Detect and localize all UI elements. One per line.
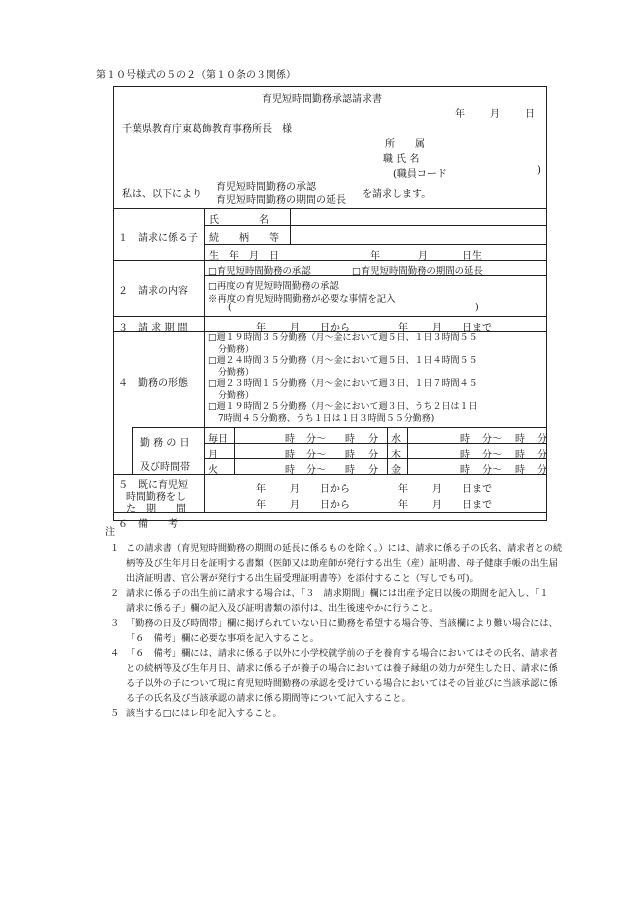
checkbox-extension[interactable]: □育児短時間勤務の期間の延長 xyxy=(352,266,483,277)
note-text: 該当する□にはレ印を記入すること。 xyxy=(126,708,282,719)
staff-code-label: (職員コード xyxy=(393,169,447,180)
schedule-day-left: 火 xyxy=(208,465,218,476)
prev-period-month: 月 xyxy=(290,484,300,495)
prev-period-year: 年 xyxy=(256,484,266,495)
time-min: 分 xyxy=(368,465,378,476)
schedule-day-left: 毎日 xyxy=(208,434,228,445)
section6-label: ６ 備 考 xyxy=(118,519,178,530)
divider xyxy=(132,427,547,428)
work-option-3[interactable]: □週２３時間１５分勤務（月～金において週３日、１日７時間４５ 分勤務） xyxy=(208,379,478,401)
prev-period-year: 年 xyxy=(398,500,408,511)
reason-paren-close: ) xyxy=(475,302,479,313)
note-text: 「６ 備考」欄には、請求に係る子以外に小学校就学前の子を養育する場合においてはその氏名、請求者との続柄等及び生年月日、請求に係る子が養子の場合においては養子縁組の効力が発生した日、請求に係る子以外の子について現に育児短時間勤務の承認を受けている場合においてはその旨並びに当該承認に係る子の氏名及び当該承認の請求に係る期間等について記入すること。 xyxy=(126,648,558,704)
note-item xyxy=(104,586,564,616)
note-item xyxy=(104,706,564,721)
note-item xyxy=(104,616,564,646)
time-min: 分～ xyxy=(306,465,326,476)
divider xyxy=(113,316,547,317)
child-relation-label: 続 柄 等 xyxy=(209,233,279,244)
divider xyxy=(234,427,235,474)
time-hour: 時 xyxy=(345,450,355,461)
schedule-day-right: 水 xyxy=(391,434,401,445)
prev-period-year: 年 xyxy=(398,484,408,495)
birth-day-label: 日生 xyxy=(462,251,482,262)
time-min: 分～ xyxy=(482,450,502,461)
reason-note: ※再度の育児短時間勤務が必要な事情を記入 xyxy=(208,294,396,305)
note-text: この請求書（育児短時間勤務の期間の延長に係るものを除く。）には、請求に係る子の氏名、請求者との続柄等及び生年月日を証明する書類（医師又は助産師が発行する出生（産）証明書、母子健康手帳の出生届出済証明書、官公署が発行する出生届受理証明書等）を添付すること（写しでも可)。 xyxy=(126,543,563,584)
work-option-4[interactable]: □週１９時間２５分勤務（月～金において週３日、うち２日は１日 7時間４５分勤務、うち１日は１日３時間５５分勤務) xyxy=(208,402,478,424)
form-title: 育児短時間勤務承認請求書 xyxy=(262,94,382,105)
birth-month-label: 月 xyxy=(418,251,428,262)
schedule-day-left: 月 xyxy=(208,450,218,461)
time-hour: 時 xyxy=(285,450,295,461)
note-number: １ xyxy=(110,543,120,554)
prev-period-from: 日から xyxy=(320,484,350,495)
staff-code-close: ) xyxy=(537,165,541,176)
divider xyxy=(407,427,408,474)
divider xyxy=(132,427,133,474)
note-text: 「勤務の日及び時間帯」欄に掲げられていない日に勤務を希望する場合等、当該欄により難い場合には、「６ 備考」欄に必要な事項を記入すること。 xyxy=(126,618,558,644)
divider xyxy=(387,427,388,474)
prev-period-month: 月 xyxy=(290,500,300,511)
request-prefix: 私は、以下により xyxy=(122,189,202,200)
time-min: 分～ xyxy=(306,450,326,461)
note-text: 請求に係る子の出生前に請求する場合は、「３ 請求期間」欄には出産予定日以後の期間を記入し、「１ 請求に係る子」欄の記入及び証明書類の添付は、出生後速やかに行うこと。 xyxy=(126,588,558,614)
note-item xyxy=(104,541,564,586)
divider xyxy=(204,208,205,512)
section4-label: ４ 勤務の形態 xyxy=(118,378,188,389)
time-hour: 時 xyxy=(460,434,470,445)
time-hour: 時 xyxy=(460,450,470,461)
date-day-label: 日 xyxy=(525,109,535,120)
time-min: 分 xyxy=(537,450,547,461)
section3-label: ３ 請 求 期 間 xyxy=(118,323,188,334)
section1-label: １ 請求に係る子 xyxy=(118,233,198,244)
prev-period-month: 月 xyxy=(432,500,442,511)
notes-heading: 注 xyxy=(105,527,115,538)
divider xyxy=(113,208,547,209)
time-hour: 時 xyxy=(460,465,470,476)
period-start-year: 年 xyxy=(256,323,266,334)
note-number: ３ xyxy=(110,618,120,629)
work-option-1[interactable]: □週１９時間３５分勤務（月～金において週５日、１日３時間５５ 分勤務） xyxy=(208,333,478,355)
time-hour: 時 xyxy=(515,434,525,445)
child-name-label: 氏 名 xyxy=(209,215,269,226)
time-min: 分～ xyxy=(306,434,326,445)
date-month-label: 月 xyxy=(490,109,500,120)
request-option-extension: 育児短時間勤務の期間の延長 xyxy=(216,195,346,206)
time-min: 分 xyxy=(368,450,378,461)
affiliation-label: 所 属 xyxy=(385,139,425,150)
birth-year-label: 年 xyxy=(370,251,380,262)
time-hour: 時 xyxy=(345,465,355,476)
section2-label: ２ 請求の内容 xyxy=(118,286,188,297)
prev-period-until: 日まで xyxy=(462,484,492,495)
prev-period-from: 日から xyxy=(320,500,350,511)
checkbox-approval[interactable]: □育児短時間勤務の承認 xyxy=(208,266,311,277)
prev-period-month: 月 xyxy=(432,484,442,495)
divider xyxy=(204,244,547,245)
time-min: 分 xyxy=(368,434,378,445)
period-start-month: 月 xyxy=(290,323,300,334)
note-number: ４ xyxy=(110,648,120,659)
period-end-day: 日まで xyxy=(462,323,492,334)
name-label: 職 氏 名 xyxy=(383,154,420,165)
schedule-day-right: 木 xyxy=(391,450,401,461)
schedule-label-1: 勤 務 の 日 xyxy=(140,438,190,449)
time-hour: 時 xyxy=(345,434,355,445)
time-hour: 時 xyxy=(515,465,525,476)
child-birth-label: 生 年 月 日 xyxy=(209,251,279,262)
request-suffix: を請求します。 xyxy=(362,189,432,200)
note-number: ５ xyxy=(110,708,120,719)
time-hour: 時 xyxy=(515,450,525,461)
addressee: 千葉県教育庁東葛飾教育事務所長 様 xyxy=(122,124,292,135)
notes-list xyxy=(104,541,564,721)
time-hour: 時 xyxy=(285,434,295,445)
work-option-2[interactable]: □週２４時間３５分勤務（月～金において週５日、１日４時間５５ 分勤務） xyxy=(208,356,478,378)
time-min: 分 xyxy=(537,465,547,476)
schedule-day-right: 金 xyxy=(391,465,401,476)
prev-period-until: 日まで xyxy=(462,500,492,511)
date-year-label: 年 xyxy=(455,109,465,120)
time-min: 分～ xyxy=(482,434,502,445)
reason-paren-open: ( xyxy=(228,302,232,313)
schedule-label-2: 及び時間帯 xyxy=(140,462,190,473)
prev-period-year: 年 xyxy=(256,500,266,511)
note-number: ２ xyxy=(110,588,120,599)
request-option-approval: 育児短時間勤務の承認 xyxy=(216,182,316,193)
period-end-month: 月 xyxy=(432,323,442,334)
time-hour: 時 xyxy=(285,465,295,476)
section5-label-3: た 期 間 xyxy=(126,504,186,515)
checkbox-reapproval[interactable]: □再度の育児短時間勤務の承認 xyxy=(208,281,339,292)
period-end-year: 年 xyxy=(398,323,408,334)
note-item xyxy=(104,646,564,706)
section5-label-1: ５ 既に育児短 xyxy=(118,480,188,491)
section5-label-2: 時間勤務をし xyxy=(126,492,186,503)
time-min: 分～ xyxy=(482,465,502,476)
period-start-day: 日から xyxy=(320,323,350,334)
divider xyxy=(290,208,291,244)
time-min: 分 xyxy=(537,434,547,445)
form-number: 第１０号様式の５の２（第１０条の３関係） xyxy=(96,70,296,81)
